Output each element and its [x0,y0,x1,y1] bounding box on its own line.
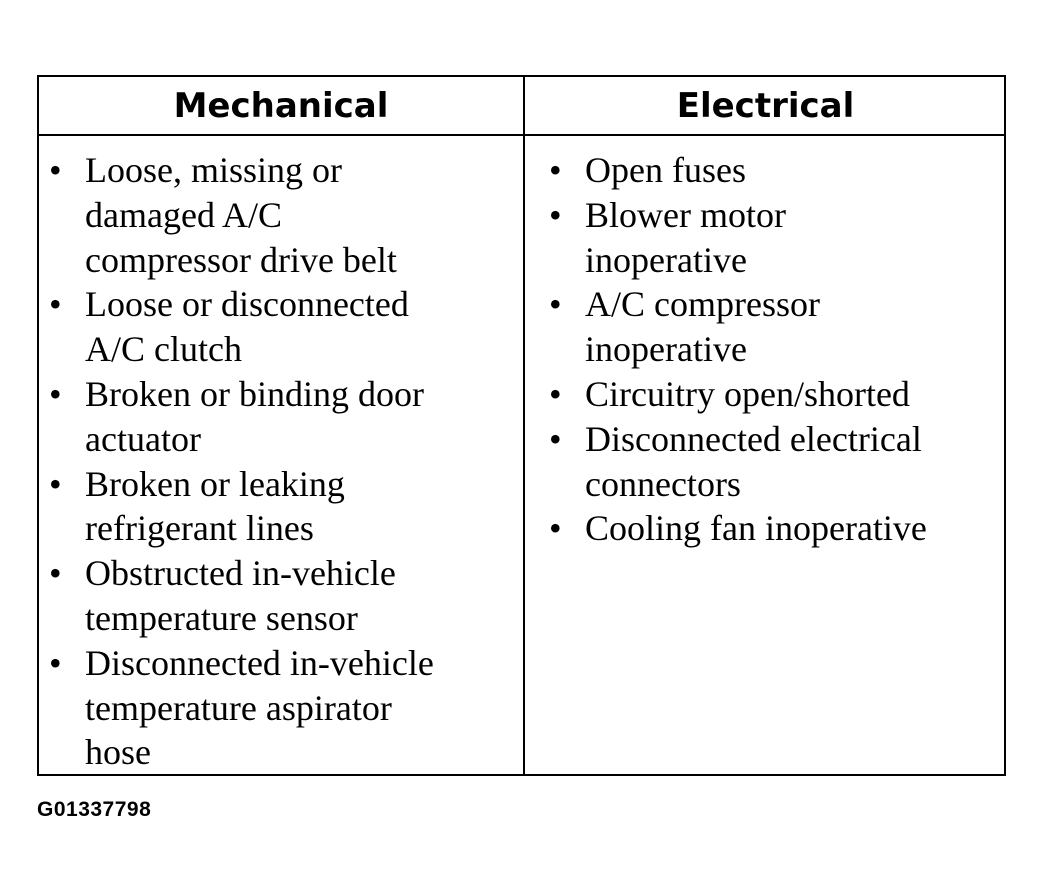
list-item-line: Broken or binding door [85,373,424,414]
figure-id: G01337798 [37,798,152,821]
list-item-line: A/C clutch [85,329,242,370]
electrical-item [549,282,999,372]
list-item-line: Loose, missing or [85,150,342,190]
bullet-icon: • [549,194,562,235]
list-item-line: Circuitry open/shorted [585,373,910,414]
mechanical-item [49,148,519,282]
electrical-list [549,148,999,551]
diagnosis-table [37,75,1006,776]
bullet-icon: • [49,553,62,594]
list-item-line: Blower motor [585,194,786,235]
bullet-icon: • [49,373,62,414]
bullet-icon: • [49,642,62,683]
list-item-line: Broken or leaking [85,463,345,504]
list-item-line: inoperative [585,329,747,370]
mechanical-item [49,641,519,775]
electrical-item [549,506,999,551]
list-item-line: connectors [585,463,741,504]
list-item-line: A/C compressor [585,284,820,325]
bullet-icon: • [549,150,562,190]
mechanical-item [49,551,519,641]
bullet-icon: • [49,150,62,190]
list-item-line: Cooling fan inoperative [585,508,927,549]
list-item-line: inoperative [585,239,747,280]
bullet-icon: • [549,508,562,549]
bullet-icon: • [549,373,562,414]
bullet-icon: • [549,418,562,459]
header-mechanical: Mechanical [173,85,389,126]
list-item-line: Loose or disconnected [85,284,409,325]
list-item-line: hose [85,732,151,773]
header-electrical: Electrical [676,85,855,126]
bullet-icon: • [549,284,562,325]
list-item-line: actuator [85,418,201,459]
list-item-line: Disconnected electrical [585,418,922,459]
column-divider [523,77,525,774]
electrical-item [549,148,999,193]
mechanical-item [49,372,519,462]
list-item-line: refrigerant lines [85,508,314,549]
mechanical-item [49,282,519,372]
list-item-line: Open fuses [585,150,746,190]
list-item-line: temperature sensor [85,597,358,638]
list-item-line: damaged A/C [85,194,282,235]
mechanical-list [49,148,519,775]
electrical-item [549,193,999,283]
list-item-line: Disconnected in-vehicle [85,642,434,683]
list-item-line: Obstructed in-vehicle [85,553,396,594]
list-item-line: temperature aspirator [85,687,392,728]
list-item-line: compressor drive belt [85,239,397,280]
electrical-item [549,372,999,417]
header-divider [39,134,1004,136]
mechanical-item [49,462,519,552]
electrical-item [549,417,999,507]
bullet-icon: • [49,284,62,325]
bullet-icon: • [49,463,62,504]
